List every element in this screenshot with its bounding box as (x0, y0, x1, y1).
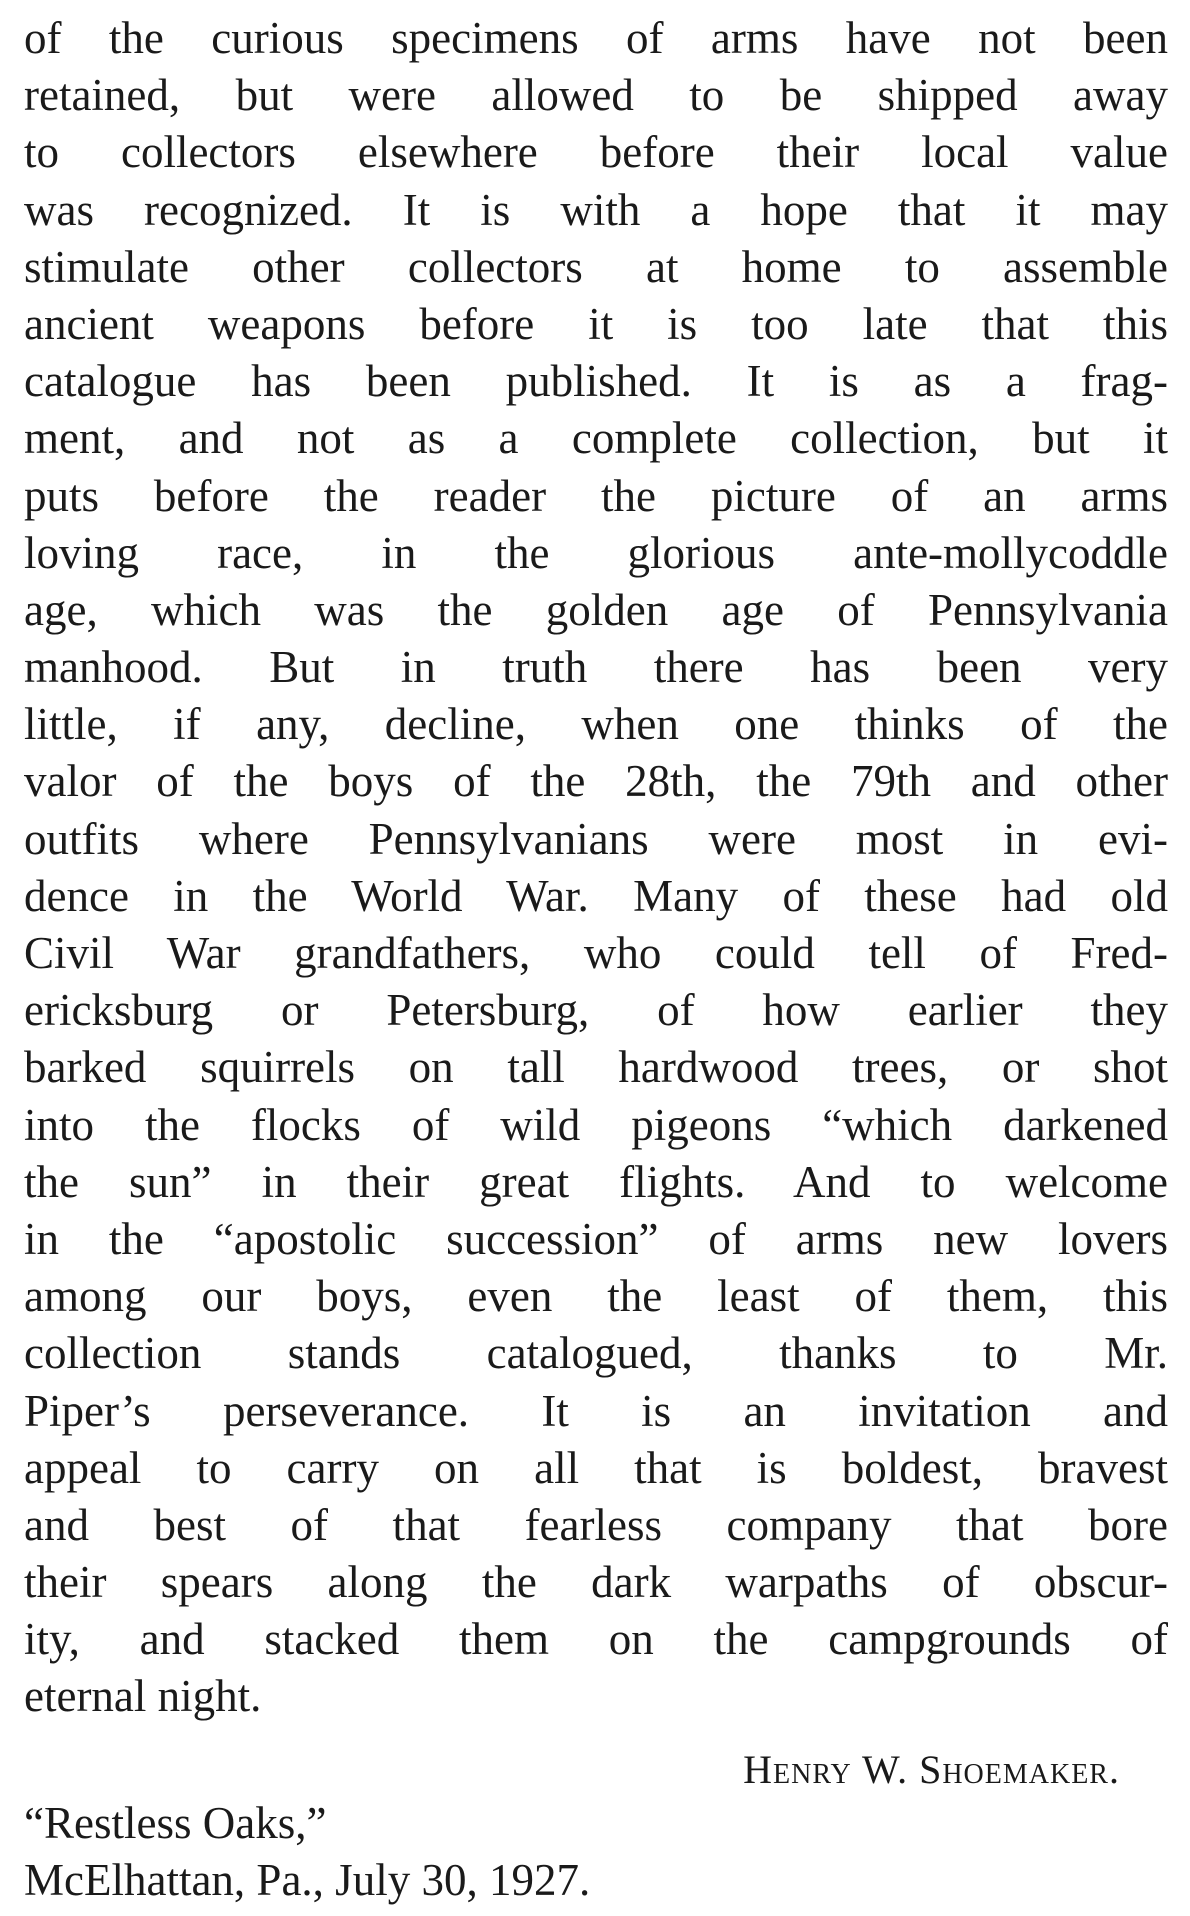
text-line: barked squirrels on tall hardwood trees, or shot (24, 1042, 1168, 1093)
text-line: retained, but were allowed to be shipped away (24, 70, 1168, 121)
text-line: ancient weapons before it is too late that this (24, 298, 1168, 349)
text-line: their spears along the dark warpaths of obscur- (24, 1557, 1168, 1608)
text-line: among our boys, even the least of them, this (24, 1271, 1168, 1322)
text-line: puts before the reader the picture of an arms (24, 470, 1168, 521)
place-and-date (24, 1795, 590, 1909)
text-line: was recognized. It is with a hope that it may (24, 184, 1168, 235)
text-line: age, which was the golden age of Pennsylvania (24, 584, 1168, 635)
text-line: dence in the World War. Many of these had old (24, 870, 1168, 921)
text-line: Civil War grandfathers, who could tell of Fred- (24, 928, 1168, 978)
residence-name: “Restless Oaks,” (24, 1798, 327, 1848)
text-line: of the curious specimens of arms have not been (24, 13, 1168, 63)
text-line: loving race, in the glorious ante-mollycoddle (24, 527, 1168, 578)
location-date: McElhattan, Pa., July 30, 1927. (24, 1855, 591, 1905)
text-line: catalogue has been published. It is as a frag- (24, 356, 1168, 407)
text-line: Piper’s perseverance. It is an invitation and (24, 1385, 1168, 1436)
text-line: and best of that fearless company that bore (24, 1499, 1168, 1550)
text-line: ment, and not as a complete collection, but it (24, 413, 1168, 464)
text-line: little, if any, decline, when one thinks of the (24, 699, 1168, 750)
text-line: manhood. But in truth there has been very (24, 642, 1168, 693)
author-signature: Henry W. Shoemaker. (743, 1747, 1120, 1792)
body-text (24, 10, 1168, 1726)
text-line: appeal to carry on all that is boldest, bravest (24, 1442, 1168, 1493)
text-line: eternal night. (24, 1671, 262, 1722)
text-line: ity, and stacked them on the campgrounds of (24, 1614, 1168, 1665)
text-line: outfits where Pennsylvanians were most in evi- (24, 813, 1168, 864)
text-line: ericksburg or Petersburg, of how earlier they (24, 985, 1168, 1036)
text-line: to collectors elsewhere before their local value (24, 127, 1168, 178)
text-line: valor of the boys of the 28th, the 79th and other (24, 756, 1168, 807)
text-line: collection stands catalogued, thanks to Mr. (24, 1328, 1168, 1379)
text-line: into the flocks of wild pigeons “which darkened (24, 1099, 1168, 1150)
text-line: in the “apostolic succession” of arms new lovers (24, 1213, 1168, 1264)
text-line: the sun” in their great flights. And to welcome (24, 1156, 1168, 1207)
text-line: stimulate other collectors at home to assemble (24, 241, 1168, 292)
